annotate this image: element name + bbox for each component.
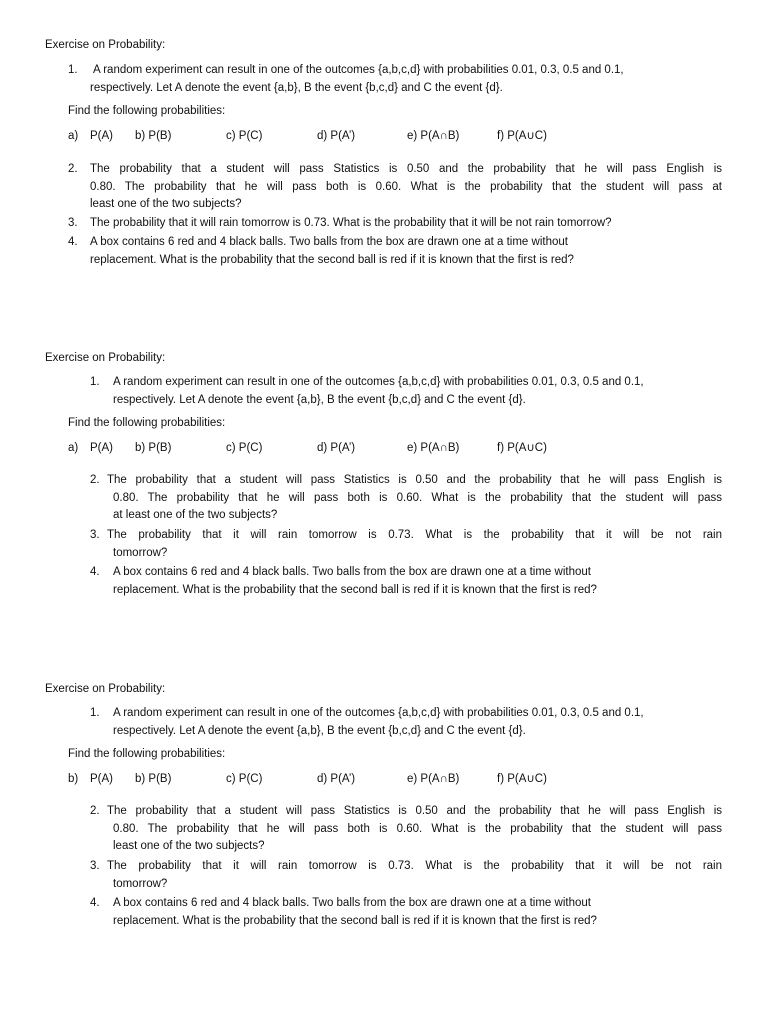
question-text-line: respectively. Let A denote the event {a,b}, B the event {b,c,d} and C the event {d}. (90, 81, 503, 94)
question-number: 4. (90, 897, 100, 909)
option-pa-intersect-b: e) P(A∩B) (407, 130, 460, 142)
option-pa: P(A) (90, 130, 113, 142)
probability-options (0, 440, 768, 458)
question-1 (90, 705, 720, 740)
question-4 (90, 895, 720, 930)
question-number: 1. (90, 376, 100, 388)
option-pa-union-c: f) P(A∪C) (497, 773, 547, 785)
question-number: 2. (68, 163, 78, 175)
question-text-line: The probability that it will rain tomorrow is 0.73. What is the probability that it will be not rain tomorrow? (90, 217, 612, 229)
option-pa: P(A) (90, 442, 113, 454)
question-text-line: 0.80. The probability that he will pass both is 0.60. What is the probability that the student will pass (113, 822, 722, 835)
option-pa-union-c: f) P(A∪C) (497, 442, 547, 454)
question-text-line: replacement. What is the probability that the second ball is red if it is known that the first is red? (90, 253, 574, 266)
question-4 (90, 564, 720, 599)
option-pa-complement: d) P(A’) (317, 442, 356, 454)
question-text-line: A random experiment can result in one of the outcomes {a,b,c,d} with probabilities 0.01, 0.3, 0.5 and 0.1, (113, 376, 644, 388)
option-pa-complement: d) P(A’) (317, 773, 356, 785)
option-label: a) (68, 130, 79, 142)
question-number: 4. (68, 236, 78, 248)
question-1 (68, 62, 718, 97)
question-2 (68, 161, 722, 214)
question-text-line: The probability that it will rain tomorrow is 0.73. What is the probability that it will be not rain (107, 860, 722, 872)
section-heading: Exercise on Probability: (45, 683, 166, 695)
option-pa-intersect-b: e) P(A∩B) (407, 442, 460, 454)
question-number: 3. (68, 217, 78, 229)
question-text-line: least one of the two subjects? (113, 840, 265, 852)
question-number: 4. (90, 566, 100, 578)
option-pc: c) P(C) (226, 773, 263, 785)
option-pa-union-c: f) P(A∪C) (497, 130, 547, 142)
option-pc: c) P(C) (226, 130, 263, 142)
question-text-line: The probability that a student will pass Statistics is 0.50 and the probability that he will pass English is (107, 474, 722, 486)
question-4 (68, 234, 718, 269)
question-text-line: respectively. Let A denote the event {a,b}, B the event {b,c,d} and C the event {d}. (113, 724, 526, 737)
question-number: 1. (68, 64, 78, 76)
question-number: 3. (90, 529, 100, 541)
question-text-line: A box contains 6 red and 4 black balls. Two balls from the box are drawn one at a time without (90, 236, 568, 248)
question-text-line: tomorrow? (113, 546, 168, 559)
find-probabilities-label: Find the following probabilities: (68, 417, 226, 429)
option-pb: b) P(B) (135, 773, 172, 785)
question-2 (90, 803, 722, 856)
question-text-line: A box contains 6 red and 4 black balls. Two balls from the box are drawn one at a time without (113, 897, 591, 909)
option-label: b) (68, 773, 79, 785)
option-pb: b) P(B) (135, 130, 172, 142)
find-probabilities-label: Find the following probabilities: (68, 748, 226, 760)
option-pc: c) P(C) (226, 442, 263, 454)
question-text-line: The probability that a student will pass Statistics is 0.50 and the probability that he will pass English is (107, 805, 722, 817)
probability-options (0, 128, 768, 146)
question-text-line: A random experiment can result in one of the outcomes {a,b,c,d} with probabilities 0.01, 0.3, 0.5 and 0.1, (93, 64, 624, 76)
question-2 (90, 472, 722, 525)
question-3 (90, 527, 722, 562)
option-pa-intersect-b: e) P(A∩B) (407, 773, 460, 785)
section-heading: Exercise on Probability: (45, 39, 166, 51)
question-text-line: tomorrow? (113, 877, 168, 890)
question-number: 2. (90, 474, 100, 486)
question-text-line: 0.80. The probability that he will pass both is 0.60. What is the probability that the student will pass (113, 491, 722, 504)
question-text-line: least one of the two subjects? (90, 198, 242, 210)
question-text-line: A random experiment can result in one of the outcomes {a,b,c,d} with probabilities 0.01, 0.3, 0.5 and 0.1, (113, 707, 644, 719)
question-number: 2. (90, 805, 100, 817)
option-pb: b) P(B) (135, 442, 172, 454)
question-text-line: The probability that it will rain tomorrow is 0.73. What is the probability that it will be not rain (107, 529, 722, 541)
question-text-line: The probability that a student will pass Statistics is 0.50 and the probability that he will pass English is (90, 163, 722, 175)
option-pa-complement: d) P(A’) (317, 130, 356, 142)
question-text-line: 0.80. The probability that he will pass both is 0.60. What is the probability that the student will pass at (90, 180, 722, 193)
question-3 (68, 215, 728, 233)
question-text-line: replacement. What is the probability that the second ball is red if it is known that the first is red? (113, 914, 597, 927)
question-text-line: respectively. Let A denote the event {a,b}, B the event {b,c,d} and C the event {d}. (113, 393, 526, 406)
question-number: 3. (90, 860, 100, 872)
question-1 (90, 374, 720, 409)
section-heading: Exercise on Probability: (45, 352, 166, 364)
question-3 (90, 858, 722, 893)
option-label: a) (68, 442, 79, 454)
question-number: 1. (90, 707, 100, 719)
find-probabilities-label: Find the following probabilities: (68, 105, 226, 117)
question-text-line: A box contains 6 red and 4 black balls. Two balls from the box are drawn one at a time without (113, 566, 591, 578)
question-text-line: replacement. What is the probability that the second ball is red if it is known that the first is red? (113, 583, 597, 596)
option-pa: P(A) (90, 773, 113, 785)
question-text-line: at least one of the two subjects? (113, 509, 278, 521)
probability-options (0, 771, 768, 789)
